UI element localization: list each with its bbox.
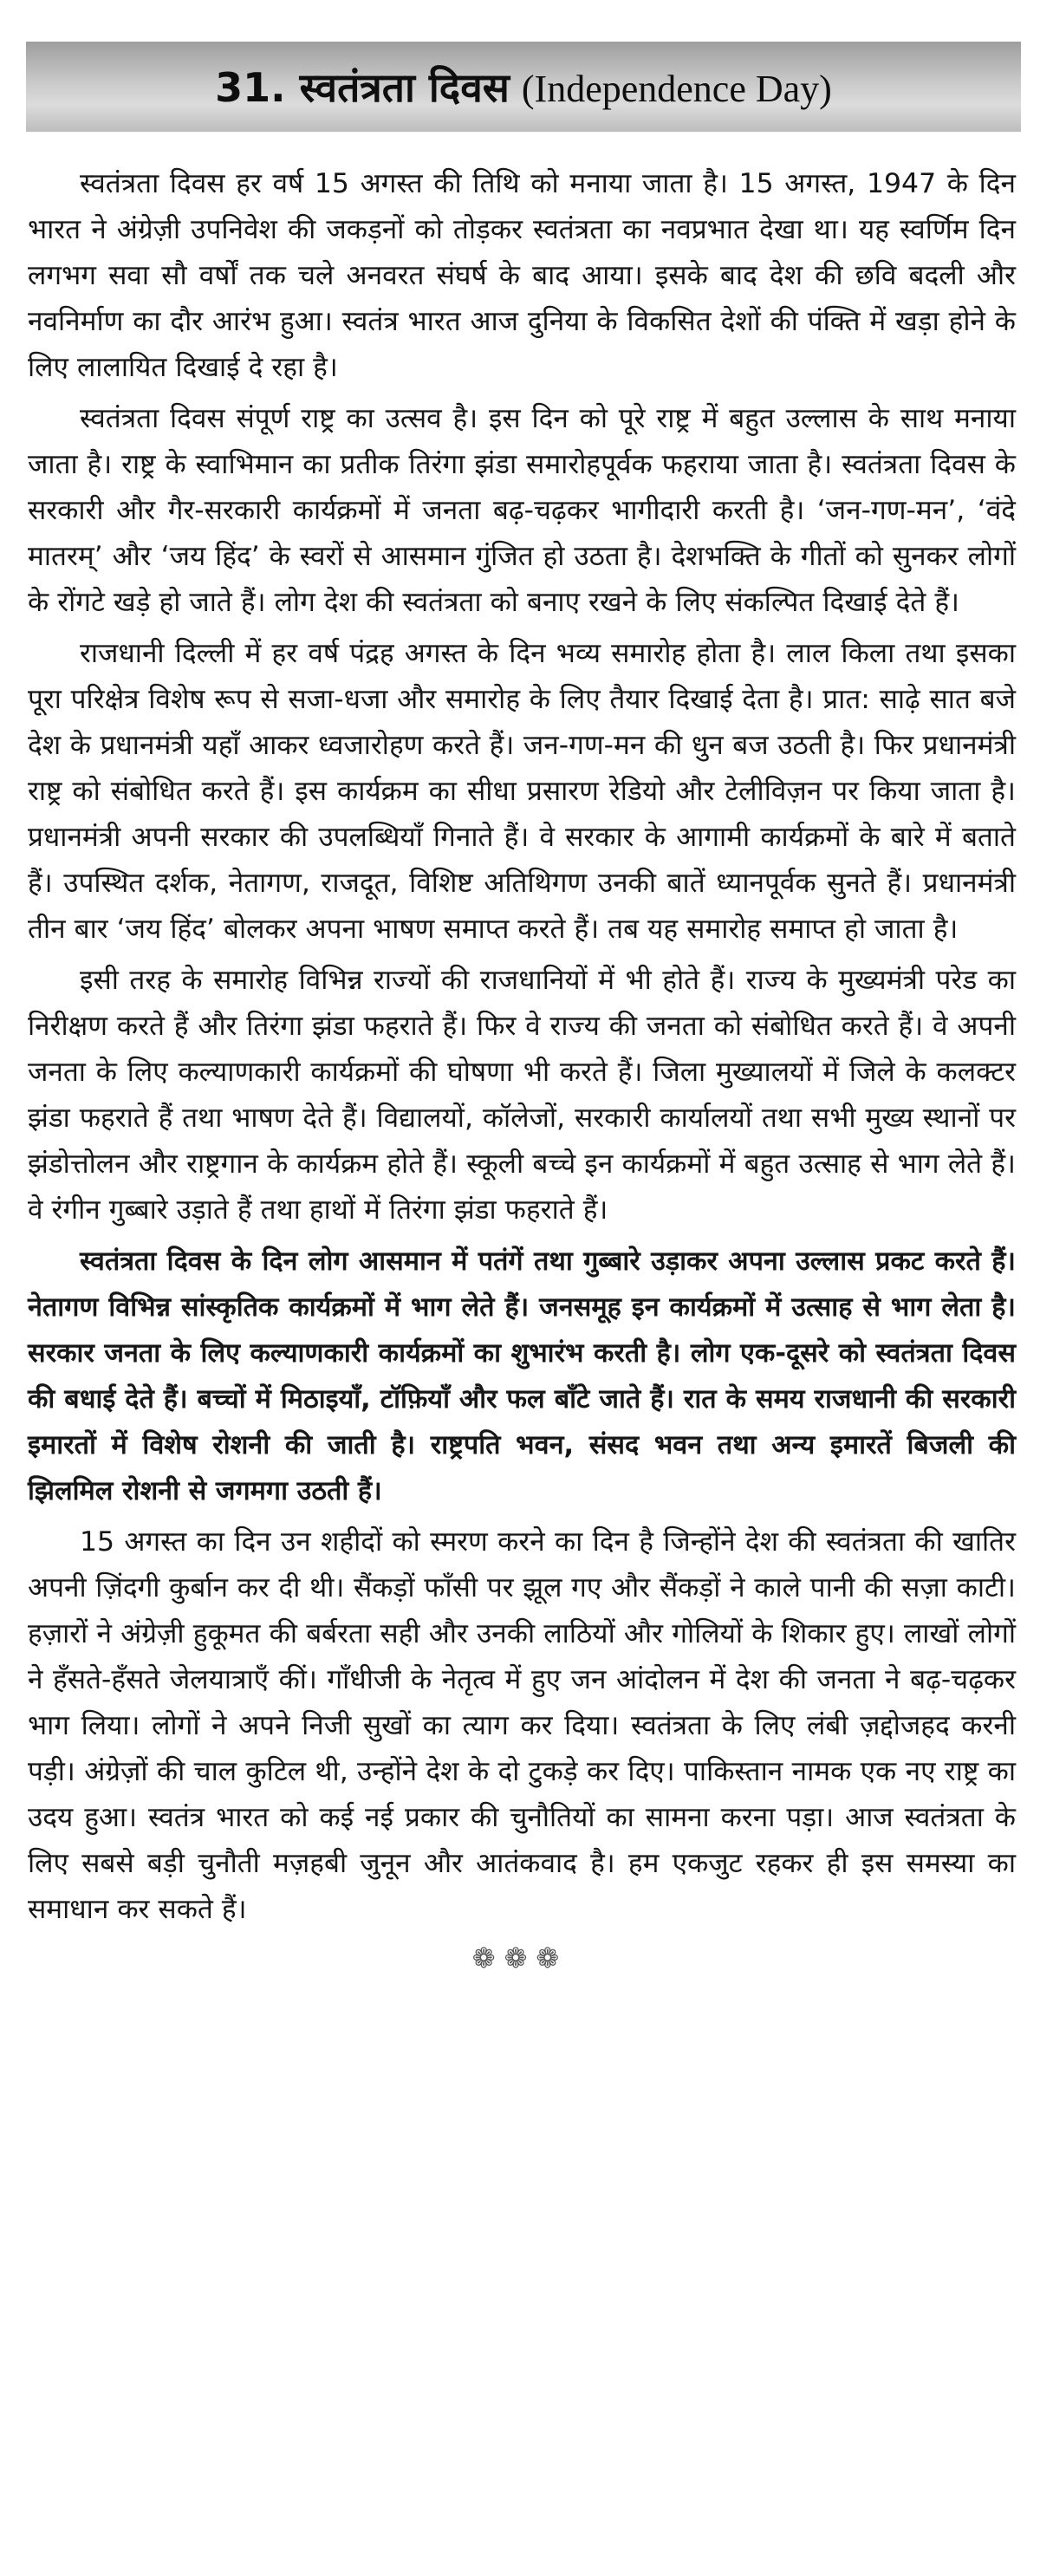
essay-body — [28, 161, 1016, 1933]
paragraph-1: स्वतंत्रता दिवस हर वर्ष 15 अगस्त की तिथि को मनाया जाता है। 15 अगस्त, 1947 के दिन भारत ने अंग्रेज़ी उपनिवेश की जकड़नों को तोड़कर स्वतंत्रता का नवप्रभात देखा था। यह स्वर्णिम दिन लगभग सवा सौ वर्षों तक चले अनवरत संघर्ष के बाद आया। इसके बाद देश की छवि बदली और नवनिर्माण का दौर आरंभ हुआ। स्वतंत्र भारत आज दुनिया के विकसित देशों की पंक्ति में खड़ा होने के लिए लालायित दिखाई दे रहा है। — [28, 168, 1016, 383]
title-english: (Independence Day) — [521, 68, 832, 110]
paragraph-6: 15 अगस्त का दिन उन शहीदों को स्मरण करने का दिन है जिन्होंने देश की स्वतंत्रता की खातिर अपनी ज़िंदगी कुर्बान कर दी थी। सैंकड़ों फाँसी पर झूल गए और सैंकड़ों ने काले पानी की सज़ा काटी। हज़ारों ने अंग्रेज़ी हुकूमत की बर्बरता सही और उनकी लाठियों और गोलियों के शिकार हुए। लाखों लोगों ने हँसते-हँसते जेलयात्राएँ कीं। गाँधीजी के नेतृत्व में हुए जन आंदोलन में देश की जनता ने बढ़-चढ़कर भाग लिया। लोगों ने अपने निजी सुखों का त्याग कर दिया। स्वतंत्रता के लिए लंबी ज़द्दोजहद करनी पड़ी। अंग्रेज़ों की चाल कुटिल थी, उन्होंने देश के दो टुकड़े कर दिए। पाकिस्तान नामक एक नए राष्ट्र का उदय हुआ। स्वतंत्र भारत को कई नई प्रकार की चुनौतियों का सामना करना पड़ा। आज स्वतंत्रता के लिए सबसे बड़ी चुनौती मज़हबी जुनून और आतंकवाद है। हम एकजुट रहकर ही इस समस्या का समाधान कर सकते हैं। — [28, 1526, 1016, 1925]
flower-ornament-icon: ❁❁❁ — [471, 1942, 569, 1974]
paragraph-4: इसी तरह के समारोह विभिन्न राज्यों की राजधानियों में भी होते हैं। राज्य के मुख्यमंत्री परेड का निरीक्षण करते हैं और तिरंगा झंडा फहराते हैं। फिर वे राज्य की जनता को संबोधित करते हैं। वे अपनी जनता के लिए कल्याणकारी कार्यक्रमों की घोषणा भी करते हैं। जिला मुख्यालयों में जिले के कलक्टर झंडा फहराते हैं तथा भाषण देते हैं। विद्यालयों, कॉलेजों, सरकारी कार्यालयों तथा सभी मुख्य स्थानों पर झंडोत्तोलन और राष्ट्रगान के कार्यक्रम होते हैं। स्कूली बच्चे इन कार्यक्रमों में बहुत उत्साह से भाग लेते हैं। वे रंगीन गुब्बारे उड़ाते हैं तथा हाथों में तिरंगा झंडा फहराते हैं। — [28, 965, 1016, 1226]
paragraph-2: स्वतंत्रता दिवस संपूर्ण राष्ट्र का उत्सव है। इस दिन को पूरे राष्ट्र में बहुत उल्लास के साथ मनाया जाता है। राष्ट्र के स्वाभिमान का प्रतीक तिरंगा झंडा समारोहपूर्वक फहराया जाता है। स्वतंत्रता दिवस के सरकारी और गैर-सरकारी कार्यक्रमों में जनता बढ़-चढ़कर भागीदारी करती है। ‘जन-गण-मन’, ‘वंदे मातरम्’ और ‘जय हिंद’ के स्वरों से आसमान गुंजित हो उठता है। देशभक्ति के गीतों को सुनकर लोगों के रोंगटे खड़े हो जाते हैं। लोग देश की स्वतंत्रता को बनाए रखने के लिए संकल्पित दिखाई देते हैं। — [28, 403, 1016, 618]
paragraph-3: राजधानी दिल्ली में हर वर्ष पंद्रह अगस्त के दिन भव्य समारोह होता है। लाल किला तथा इसका पूरा परिक्षेत्र विशेष रूप से सजा-धजा और समारोह के लिए तैयार दिखाई देता है। प्रात: साढ़े सात बजे देश के प्रधानमंत्री यहाँ आकर ध्वजारोहण करते हैं। जन-गण-मन की धुन बज उठती है। फिर प्रधानमंत्री राष्ट्र को संबोधित करते हैं। इस कार्यक्रम का सीधा प्रसारण रेडियो और टेलीविज़न पर किया जाता है। प्रधानमंत्री अपनी सरकार की उपलब्धियाँ गिनाते हैं। वे सरकार के आगामी कार्यक्रमों के बारे में बताते हैं। उपस्थित दर्शक, नेतागण, राजदूत, विशिष्ट अतिथिगण उनकी बातें ध्यानपूर्वक सुनते हैं। प्रधानमंत्री तीन बार ‘जय हिंद’ बोलकर अपना भाषण समाप्त करते हैं। तब यह समारोह समाप्त हो जाता है। — [28, 638, 1016, 945]
title-hindi: 31. स्वतंत्रता दिवस — [215, 64, 510, 111]
paragraph-5: स्वतंत्रता दिवस के दिन लोग आसमान में पतंगें तथा गुब्बारे उड़ाकर अपना उल्लास प्रकट करते हैं। नेतागण विभिन्न सांस्कृतिक कार्यक्रमों में भाग लेते हैं। जनसमूह इन कार्यक्रमों में उत्साह से भाग लेता है। सरकार जनता के लिए कल्याणकारी कार्यक्रमों का शुभारंभ करती है। लोग एक-दूसरे को स्वतंत्रता दिवस की बधाई देते हैं। बच्चों में मिठाइयाँ, टॉफ़ियाँ और फल बाँटे जाते हैं। रात के समय राजधानी की सरकारी इमारतों में विशेष रोशनी की जाती है। राष्ट्रपति भवन, संसद भवन तथा अन्य इमारतें बिजली की झिलमिल रोशनी से जगमगा उठती हैं। — [28, 1246, 1016, 1506]
page-title — [215, 60, 832, 114]
title-banner — [26, 42, 1021, 132]
